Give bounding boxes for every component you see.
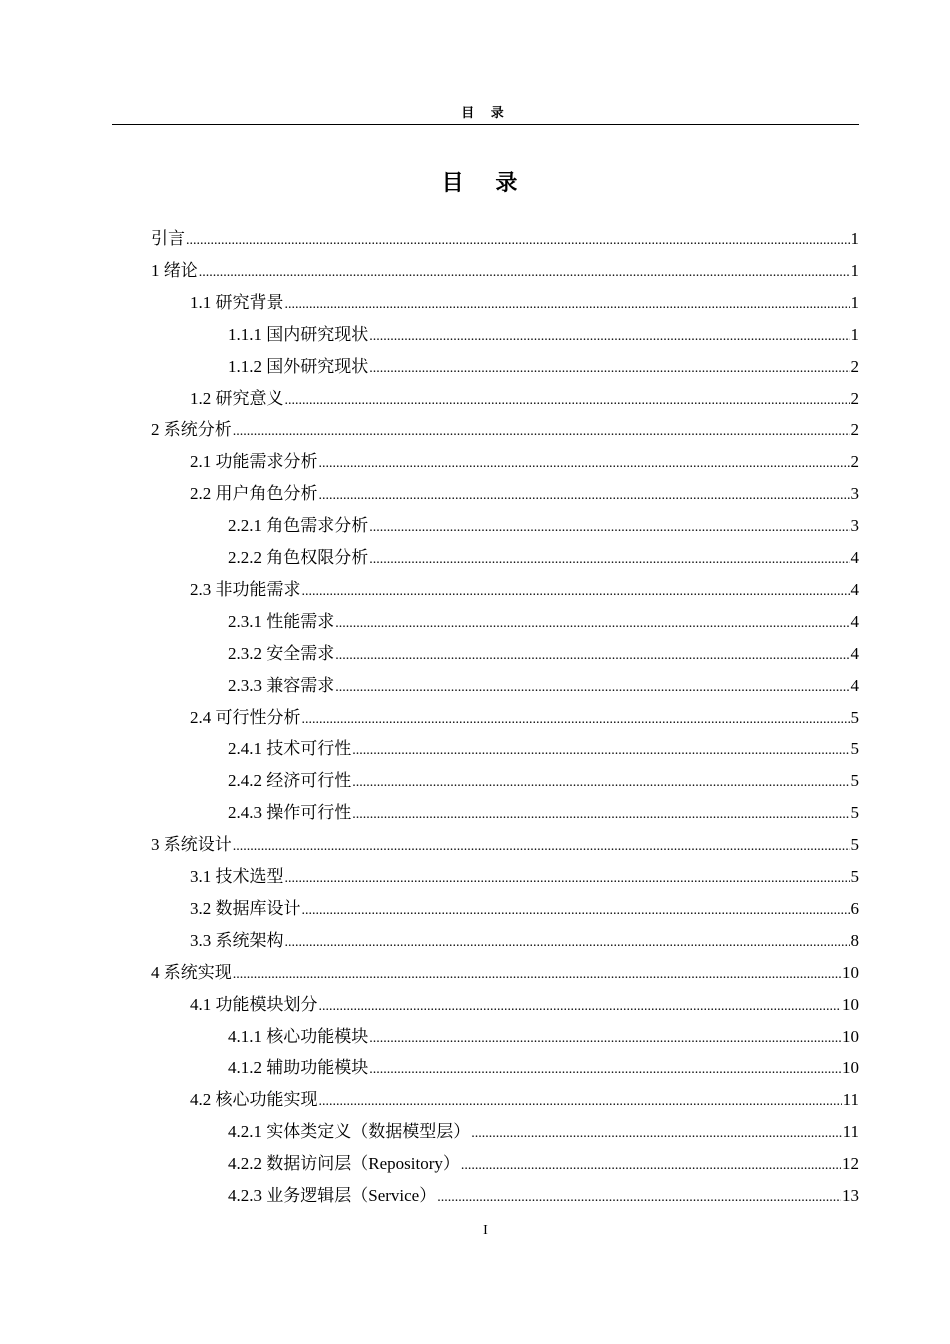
toc-entry[interactable] xyxy=(190,1084,859,1116)
toc-entry-label: 3.1 技术选型 xyxy=(190,867,284,886)
toc-entry[interactable] xyxy=(228,542,859,574)
running-header: 目 录 xyxy=(461,106,510,121)
toc-entry-page: 6 xyxy=(850,899,859,918)
toc-entry[interactable] xyxy=(228,670,859,702)
toc-entry-label: 2.2 用户角色分析 xyxy=(190,484,318,503)
toc-entry-label: 2.3 非功能需求 xyxy=(190,580,301,599)
toc-entry-page: 3 xyxy=(850,516,859,535)
toc-entry-label: 2.2.2 角色权限分析 xyxy=(228,548,369,567)
toc-entry[interactable] xyxy=(190,383,859,415)
toc-entry-page: 5 xyxy=(850,803,859,822)
toc-entry-label: 1.1 研究背景 xyxy=(190,293,284,312)
toc-entry-label: 1.1.1 国内研究现状 xyxy=(228,325,369,344)
toc-entry-label: 2.4.2 经济可行性 xyxy=(228,771,352,790)
toc-entry[interactable] xyxy=(190,861,859,893)
toc-dot-leader xyxy=(319,1084,842,1116)
toc-entry-page: 5 xyxy=(850,867,859,886)
toc-entry[interactable] xyxy=(228,1021,859,1053)
toc-entry[interactable] xyxy=(228,351,859,383)
toc-entry-label: 2.3.1 性能需求 xyxy=(228,612,335,631)
toc-dot-leader xyxy=(319,446,850,478)
toc-entry-page: 10 xyxy=(842,963,859,982)
toc-dot-leader xyxy=(369,1021,841,1053)
toc-entry[interactable] xyxy=(228,733,859,765)
toc-entry[interactable] xyxy=(228,510,859,542)
page-title: 目 录 xyxy=(441,171,530,196)
toc-entry-label: 4 系统实现 xyxy=(151,963,232,982)
header-rule xyxy=(112,124,859,125)
toc-entry-page: 13 xyxy=(842,1186,859,1205)
toc-dot-leader xyxy=(335,638,849,670)
page-number: I xyxy=(483,1223,488,1238)
toc-entry-page: 4 xyxy=(850,548,859,567)
toc-entry-page: 5 xyxy=(850,708,859,727)
toc-entry-label: 4.1 功能模块划分 xyxy=(190,995,318,1014)
toc-entry-label: 1 绪论 xyxy=(151,261,198,280)
toc-dot-leader xyxy=(302,574,850,606)
toc-entry[interactable] xyxy=(151,255,859,287)
toc-dot-leader xyxy=(437,1180,841,1212)
toc-entry-label: 4.1.2 辅助功能模块 xyxy=(228,1058,369,1077)
toc-entry[interactable] xyxy=(190,446,859,478)
toc-entry-label: 3.2 数据库设计 xyxy=(190,899,301,918)
toc-dot-leader xyxy=(352,765,849,797)
toc-dot-leader xyxy=(285,861,850,893)
toc-entry-label: 1.1.2 国外研究现状 xyxy=(228,357,369,376)
toc-entry[interactable] xyxy=(228,1052,859,1084)
toc-entry[interactable] xyxy=(190,478,859,510)
toc-dot-leader xyxy=(285,383,850,415)
toc-entry-page: 11 xyxy=(842,1090,859,1109)
toc-dot-leader xyxy=(319,989,842,1021)
toc-entry[interactable] xyxy=(228,606,859,638)
toc-entry[interactable] xyxy=(228,1116,859,1148)
toc-entry[interactable] xyxy=(190,989,859,1021)
toc-dot-leader xyxy=(319,478,850,510)
toc-dot-leader xyxy=(352,733,849,765)
toc-dot-leader xyxy=(233,957,841,989)
toc-entry-page: 4 xyxy=(850,676,859,695)
toc-entry-page: 12 xyxy=(842,1154,859,1173)
toc-dot-leader xyxy=(186,223,850,255)
toc-entry[interactable] xyxy=(228,319,859,351)
toc-dot-leader xyxy=(335,670,849,702)
toc-entry-label: 2.2.1 角色需求分析 xyxy=(228,516,369,535)
toc-entry-page: 4 xyxy=(850,612,859,631)
toc-dot-leader xyxy=(369,1052,841,1084)
toc-entry[interactable] xyxy=(228,797,859,829)
toc-entry-page: 10 xyxy=(842,995,859,1014)
toc-entry[interactable] xyxy=(228,638,859,670)
toc-entry-page: 10 xyxy=(842,1058,859,1077)
toc-entry-label: 4.2.1 实体类定义（数据模型层） xyxy=(228,1122,471,1141)
toc-dot-leader xyxy=(369,351,849,383)
toc-entry-page: 4 xyxy=(850,580,859,599)
toc-entry[interactable] xyxy=(228,1148,859,1180)
toc-entry-page: 2 xyxy=(850,389,859,408)
toc-entry[interactable] xyxy=(190,287,859,319)
toc-entry-label: 1.2 研究意义 xyxy=(190,389,284,408)
toc-entry-page: 2 xyxy=(850,452,859,471)
toc-entry[interactable] xyxy=(151,414,859,446)
toc-entry[interactable] xyxy=(151,957,859,989)
toc-entry-label: 2.1 功能需求分析 xyxy=(190,452,318,471)
toc-dot-leader xyxy=(369,319,849,351)
toc-entry-label: 3.3 系统架构 xyxy=(190,931,284,950)
toc-dot-leader xyxy=(302,702,850,734)
toc-dot-leader xyxy=(285,287,850,319)
toc-entry-page: 5 xyxy=(850,771,859,790)
toc-entry-page: 10 xyxy=(842,1027,859,1046)
toc-entry-page: 5 xyxy=(850,739,859,758)
toc-entry-page: 1 xyxy=(850,261,859,280)
toc-entry[interactable] xyxy=(190,574,859,606)
toc-entry-label: 2.4.1 技术可行性 xyxy=(228,739,352,758)
toc-entry-page: 1 xyxy=(850,229,859,248)
toc-dot-leader xyxy=(233,829,850,861)
toc-entry[interactable] xyxy=(151,829,859,861)
toc-entry-label: 2.4.3 操作可行性 xyxy=(228,803,352,822)
toc-entry-label: 3 系统设计 xyxy=(151,835,232,854)
toc-entry[interactable] xyxy=(228,1180,859,1212)
toc-entry-page: 2 xyxy=(850,357,859,376)
toc-entry[interactable] xyxy=(190,893,859,925)
toc-dot-leader xyxy=(285,925,850,957)
toc-dot-leader xyxy=(199,255,850,287)
toc-dot-leader xyxy=(233,414,850,446)
toc-entry-page: 11 xyxy=(842,1122,859,1141)
toc-dot-leader xyxy=(302,893,850,925)
toc-entry[interactable] xyxy=(151,223,859,255)
toc-entry-label: 4.2.3 业务逻辑层（Service） xyxy=(228,1186,437,1205)
toc-entry[interactable] xyxy=(190,925,859,957)
toc-entry[interactable] xyxy=(228,765,859,797)
toc-dot-leader xyxy=(335,606,849,638)
toc-entry-page: 1 xyxy=(850,325,859,344)
toc-entry-label: 4.2 核心功能实现 xyxy=(190,1090,318,1109)
toc-entry-label: 2 系统分析 xyxy=(151,420,232,439)
toc-entry-label: 2.3.3 兼容需求 xyxy=(228,676,335,695)
toc-entry-page: 3 xyxy=(850,484,859,503)
toc-entry-label: 2.4 可行性分析 xyxy=(190,708,301,727)
toc-entry-page: 4 xyxy=(850,644,859,663)
toc-dot-leader xyxy=(471,1116,841,1148)
toc-dot-leader xyxy=(369,510,849,542)
toc-entry-page: 5 xyxy=(850,835,859,854)
toc-entry-page: 1 xyxy=(850,293,859,312)
toc-dot-leader xyxy=(352,797,849,829)
toc-dot-leader xyxy=(461,1148,841,1180)
toc-entry-label: 2.3.2 安全需求 xyxy=(228,644,335,663)
toc-entry-label: 4.2.2 数据访问层（Repository） xyxy=(228,1154,460,1173)
toc-entry-page: 8 xyxy=(850,931,859,950)
toc-entry-label: 4.1.1 核心功能模块 xyxy=(228,1027,369,1046)
toc-entry[interactable] xyxy=(190,702,859,734)
toc-entry-label: 引言 xyxy=(151,229,185,248)
toc-dot-leader xyxy=(369,542,849,574)
toc-entry-page: 2 xyxy=(850,420,859,439)
